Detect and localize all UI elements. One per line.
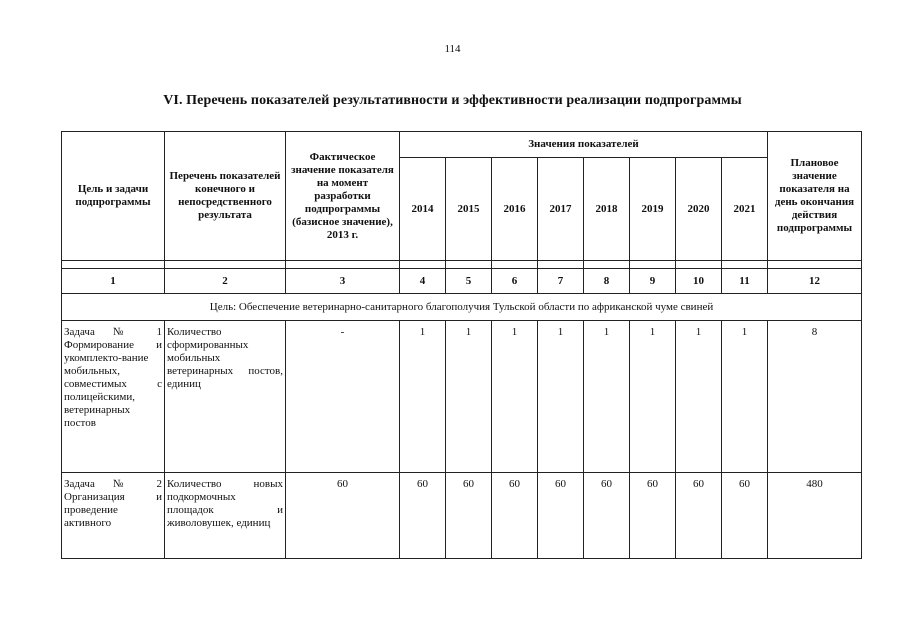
planned-cell: 480	[768, 473, 862, 559]
value-cell: 60	[630, 473, 676, 559]
indicator-cell: Количество сформированных мобильных ветеринарных постов, единиц	[165, 321, 286, 473]
value-cell: 1	[676, 321, 722, 473]
table-row	[62, 473, 862, 559]
value-cell: 1	[722, 321, 768, 473]
value-cell: 60	[676, 473, 722, 559]
column-number: 3	[286, 269, 400, 294]
column-number: 6	[492, 269, 538, 294]
value-cell: 60	[492, 473, 538, 559]
value-cell: 60	[722, 473, 768, 559]
header-year: 2019	[630, 158, 676, 261]
header-indicators: Перечень показателей конечного и непосредственного результата	[165, 132, 286, 261]
task-cell: Задача № 2 Организация и проведение активного	[62, 473, 165, 559]
column-number: 10	[676, 269, 722, 294]
indicators-table	[61, 131, 862, 559]
table-row	[62, 321, 862, 473]
value-cell: 60	[400, 473, 446, 559]
column-number: 11	[722, 269, 768, 294]
goal-row	[62, 294, 862, 321]
header-values-group: Значения показателей	[400, 132, 768, 158]
header-year: 2015	[446, 158, 492, 261]
column-number: 12	[768, 269, 862, 294]
value-cell: 1	[630, 321, 676, 473]
column-number: 1	[62, 269, 165, 294]
header-year: 2016	[492, 158, 538, 261]
column-number: 9	[630, 269, 676, 294]
value-cell: 1	[492, 321, 538, 473]
column-number: 4	[400, 269, 446, 294]
goal-text: Цель: Обеспечение ветеринарно-санитарного благополучия Тульской области по африканской чуме свиней	[62, 294, 862, 321]
page-number: 114	[444, 43, 461, 55]
header-spacer-row	[62, 261, 862, 269]
header-year: 2014	[400, 158, 446, 261]
column-number: 5	[446, 269, 492, 294]
column-number: 7	[538, 269, 584, 294]
header-baseline: Фактическое значение показателя на момент разработки подпрограммы (базисное значение), 2013 г.	[286, 132, 400, 261]
value-cell: 1	[584, 321, 630, 473]
task-cell: Задача № 1 Формирование и укомплекто-вание мобильных, совместимых с полицейскими, ветеринарных постов	[62, 321, 165, 473]
indicator-cell: Количество новых подкормочных площадок и живоловушек, единиц	[165, 473, 286, 559]
value-cell: 60	[446, 473, 492, 559]
column-number-row	[62, 269, 862, 294]
column-number: 8	[584, 269, 630, 294]
header-year: 2021	[722, 158, 768, 261]
header-goal: Цель и задачи подпрограммы	[62, 132, 165, 261]
header-planned: Плановое значение показателя на день окончания действия подпрограммы	[768, 132, 862, 261]
baseline-cell: 60	[286, 473, 400, 559]
value-cell: 1	[446, 321, 492, 473]
header-year: 2018	[584, 158, 630, 261]
value-cell: 60	[538, 473, 584, 559]
baseline-cell: -	[286, 321, 400, 473]
header-year: 2017	[538, 158, 584, 261]
value-cell: 1	[400, 321, 446, 473]
planned-cell: 8	[768, 321, 862, 473]
value-cell: 1	[538, 321, 584, 473]
header-year: 2020	[676, 158, 722, 261]
column-number: 2	[165, 269, 286, 294]
value-cell: 60	[584, 473, 630, 559]
document-title: VI. Перечень показателей результативности и эффективности реализации подпрограммы	[163, 93, 742, 108]
